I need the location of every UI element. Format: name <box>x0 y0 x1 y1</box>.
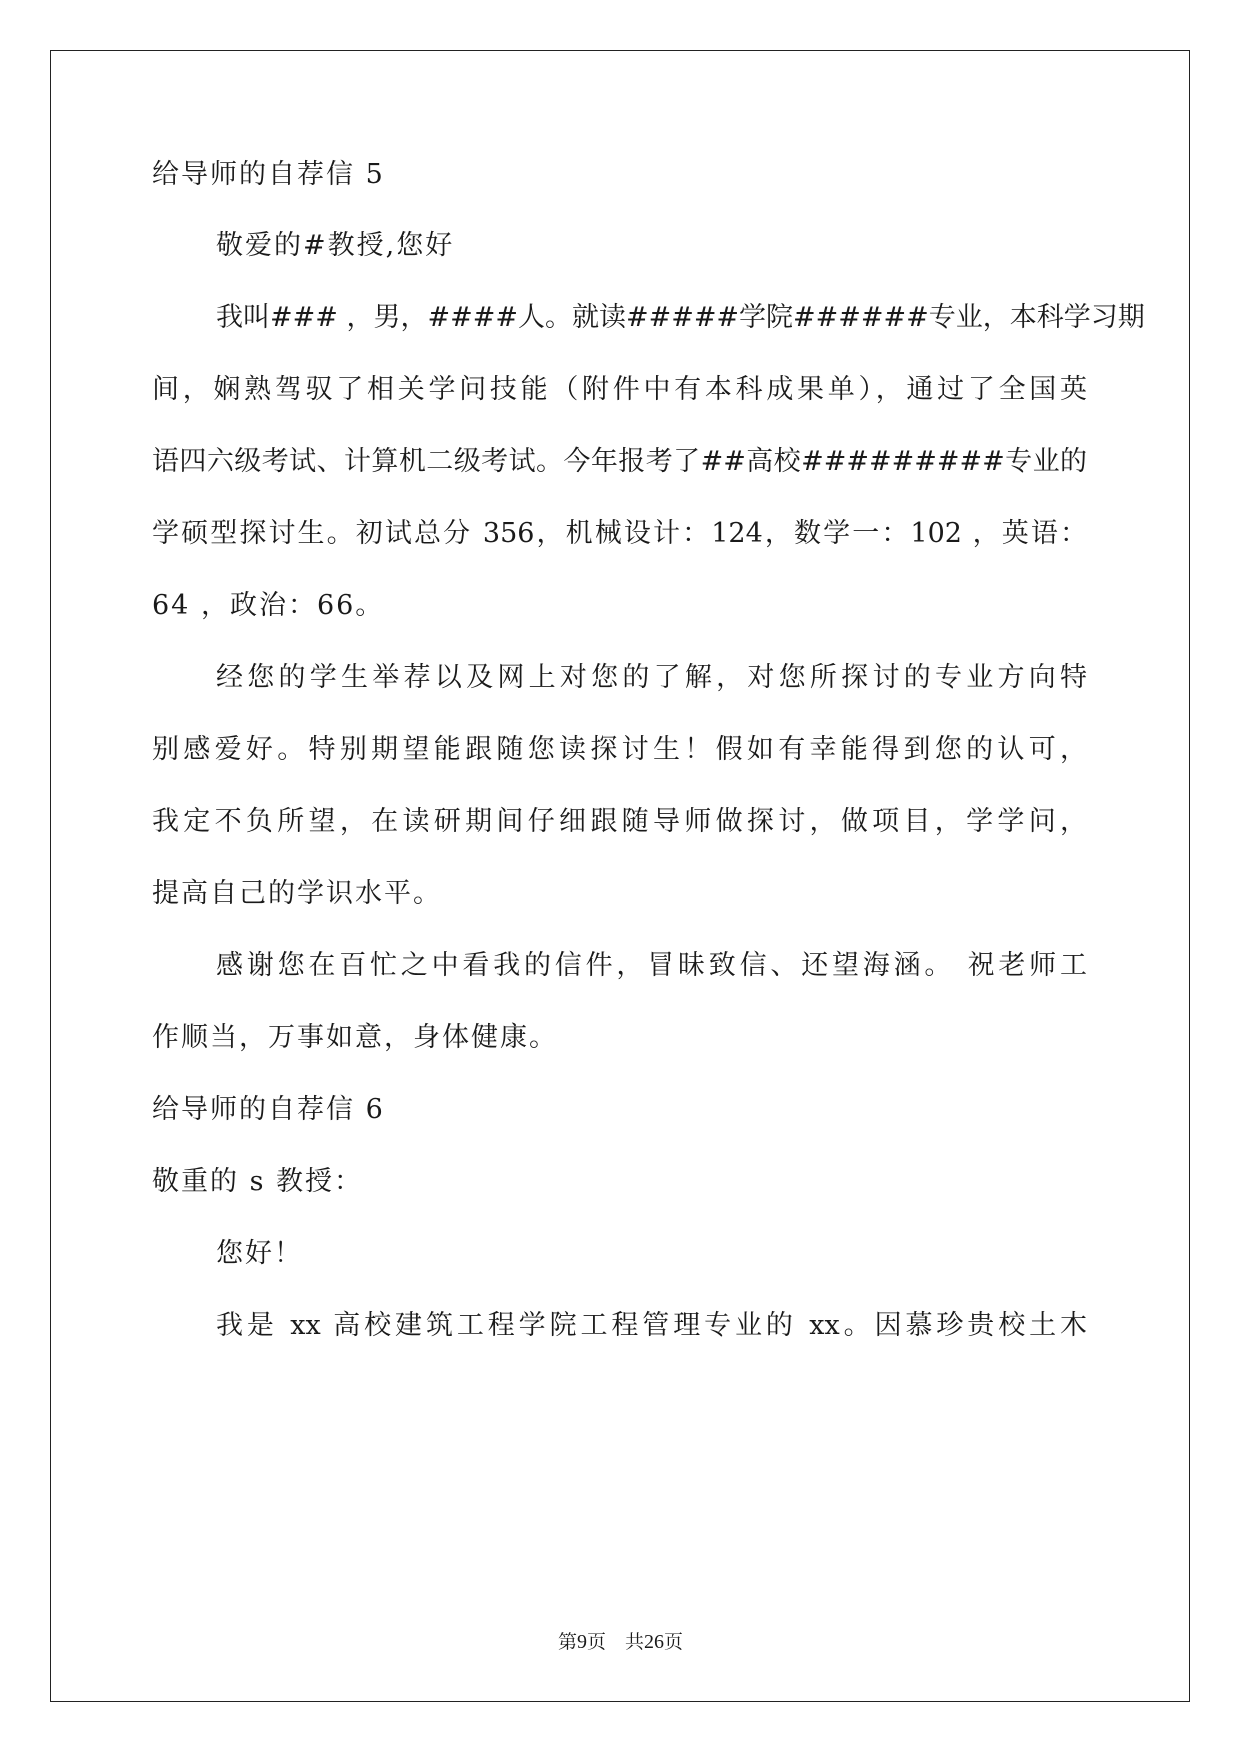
paragraph-line: 经您的学生举荐以及网上对您的了解，对您所探讨的专业方向特 <box>216 662 1087 693</box>
greeting: 您好！ <box>216 1238 303 1269</box>
paragraph-line: 感谢您在百忙之中看我的信件，冒昧致信、还望海涵。 祝老师工 <box>216 950 1087 981</box>
paragraph-line: 提高自己的学识水平。 <box>152 878 442 909</box>
paragraph-line: 我定不负所望，在读研期间仔细跟随导师做探讨，做项目，学学问， <box>152 806 1087 837</box>
letter-heading: 给导师的自荐信 5 <box>152 159 385 190</box>
page-footer <box>0 1630 1241 1655</box>
paragraph-line: 作顺当，万事如意，身体健康。 <box>152 1022 558 1053</box>
paragraph-line: 间，娴熟驾驭了相关学问技能（附件中有本科成果单），通过了全国英 <box>152 374 1087 405</box>
paragraph-line: 我叫### ，男，####人。就读#####学院######专业，本科学习期 <box>216 302 1145 333</box>
paragraph-line: 64 ，政治：66。 <box>152 590 385 621</box>
page-label-prefix: 第 <box>557 1632 577 1653</box>
page-label-word: 页 <box>586 1632 606 1653</box>
paragraph-line: 学硕型探讨生。初试总分 356，机械设计：124，数学一：102 ，英语： <box>152 518 1087 549</box>
current-page-number: 9 <box>576 1631 587 1653</box>
salutation: 敬爱的#教授,您好 <box>216 230 455 261</box>
paragraph-line: 别感爱好。特别期望能跟随您读探讨生！假如有幸能得到您的认可， <box>152 734 1087 765</box>
paragraph-line: 我是 xx 高校建筑工程学院工程管理专业的 xx。因慕珍贵校土木 <box>216 1310 1087 1341</box>
total-label-suffix: 页 <box>664 1632 684 1653</box>
salutation: 敬重的 s 教授： <box>152 1166 364 1197</box>
total-label-prefix: 共 <box>625 1632 645 1653</box>
paragraph-line: 语四六级考试、计算机二级考试。今年报考了##高校#########专业的 <box>152 446 1087 477</box>
total-pages-number: 26 <box>644 1631 665 1653</box>
letter-heading: 给导师的自荐信 6 <box>152 1094 385 1125</box>
